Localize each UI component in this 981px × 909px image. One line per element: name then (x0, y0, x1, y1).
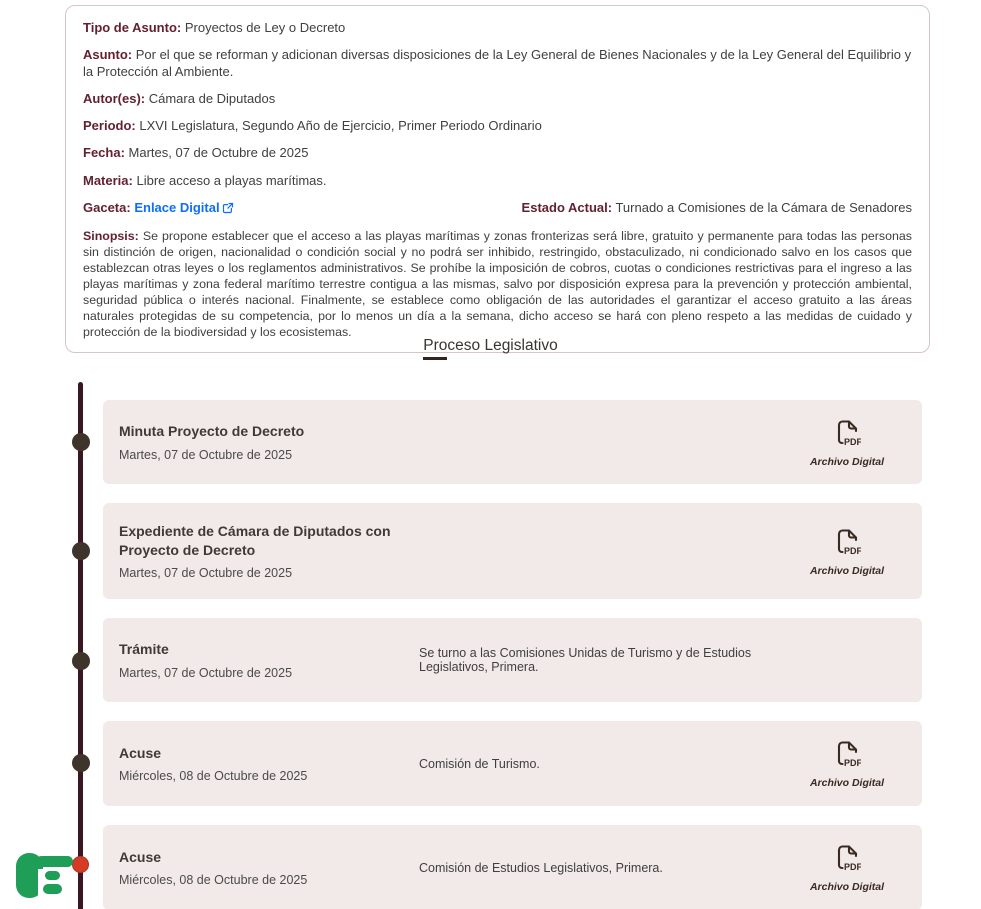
timeline-card-acuse-turismo (103, 721, 922, 806)
field-label: Fecha: (83, 145, 125, 161)
card-left (119, 640, 419, 679)
pdf-download-link[interactable] (810, 526, 884, 577)
field-estado-actual (522, 200, 912, 215)
field-value: Proyectos de Ley o Decreto (184, 20, 346, 35)
timeline-dot (72, 433, 90, 451)
field-periodo (83, 118, 912, 134)
event-date: Miércoles, 08 de Octubre de 2025 (119, 873, 308, 888)
event-date: Martes, 07 de Octubre de 2025 (119, 665, 293, 680)
field-value: Por el que se reforman y adicionan diversas disposiciones de la Ley General de Bienes Nacionales y de la Ley General del Equilibrio y la Protección al Ambiente. (83, 47, 912, 79)
timeline-line (78, 382, 83, 909)
sinopsis-text: Se propone establecer que el acceso a las playas marítimas y zonas fronterizas será libre, gratuito y permanente para todas las personas sin distinción de origen, nacionalidad o condición social y no podrá ser inhibido, restringido, obstaculizado, ni condicionado salvo en los casos que establezcan otras leyes o los reglamentos administrativos. Se prohíbe la imposición de cobros, cuotas o condiciones restrictivas para el ingreso a las playas marítimas y zona federal marítimo terrestre contigua a las mismas, salvo por disposición expresa para la prevención y protección ambiental, seguridad pública o interés nacional. Finalmente, se establece como obligación de las autoridades el garantizar el acceso gratuito a las áreas naturales protegidas de su competencia, por lo menos un día a la semana, dicho acceso se hará con pleno respeto a las medidas de cuidado y protección de la biodiversidad y los ecosistemas. (83, 228, 912, 339)
field-value: Turnado a Comisiones de la Cámara de Senadores (615, 199, 912, 215)
archivo-digital-label: Archivo Digital (809, 881, 885, 893)
timeline-dot (72, 542, 90, 560)
timeline-cards (103, 400, 922, 909)
card-left (119, 744, 419, 783)
field-fecha (83, 145, 912, 161)
card-right (772, 526, 922, 577)
archivo-digital-label: Archivo Digital (809, 564, 885, 577)
pdf-icon (833, 526, 861, 563)
event-date: Martes, 07 de Octubre de 2025 (119, 447, 293, 462)
pointing-hand-icon (14, 845, 76, 906)
field-tipo-de-asunto (83, 20, 912, 36)
field-label: Tipo de Asunto: (83, 20, 182, 35)
card-left (119, 848, 419, 887)
field-value: LXVI Legislatura, Segundo Año de Ejercicio, Primer Periodo Ordinario (139, 118, 542, 133)
card-right (772, 417, 922, 468)
field-label: Gaceta: (83, 199, 131, 215)
link-text: Enlace Digital (134, 199, 220, 215)
field-label: Asunto: (83, 47, 133, 63)
event-description: Comisión de Estudios Legislativos, Primera. (419, 860, 663, 875)
card-right (772, 738, 922, 789)
svg-text:PDF: PDF (843, 545, 861, 556)
field-autores (83, 91, 912, 107)
pdf-download-link[interactable] (810, 417, 884, 468)
event-title: Trámite (119, 641, 169, 658)
event-description: Comisión de Turismo. (419, 756, 540, 771)
field-label: Periodo: (83, 118, 136, 133)
event-description: Se turno a las Comisiones Unidas de Turismo y de Estudios Legislativos, Primera. (419, 646, 752, 674)
enlace-digital-link[interactable] (134, 200, 233, 215)
page-title: Proceso Legislativo (423, 337, 558, 354)
svg-text:PDF: PDF (843, 758, 861, 768)
event-title: Acuse (119, 848, 162, 865)
pdf-icon (833, 842, 861, 879)
svg-text:PDF: PDF (843, 862, 861, 872)
event-title: Acuse (119, 744, 162, 761)
field-value: Martes, 07 de Octubre de 2025 (128, 145, 309, 161)
timeline-card-minuta (103, 400, 922, 484)
svg-text:PDF: PDF (843, 436, 861, 447)
pdf-icon (833, 417, 861, 454)
external-link-icon (222, 202, 234, 217)
field-asunto (83, 47, 912, 80)
pdf-download-link[interactable] (810, 738, 884, 789)
field-label: Autor(es): (83, 90, 146, 106)
event-title: Minuta Proyecto de Decreto (119, 423, 305, 440)
event-date: Martes, 07 de Octubre de 2025 (119, 565, 293, 580)
field-value: Cámara de Diputados (148, 90, 276, 106)
pdf-download-link[interactable] (810, 842, 884, 893)
field-label: Sinopsis: (83, 228, 139, 243)
timeline-card-expediente (103, 503, 922, 599)
timeline-dot (72, 754, 90, 772)
asunto-info-panel (65, 5, 930, 353)
event-date: Miércoles, 08 de Octubre de 2025 (119, 769, 308, 784)
gaceta-estado-row (83, 200, 912, 217)
proceso-heading-wrap (0, 337, 981, 355)
field-sinopsis (83, 228, 912, 340)
archivo-digital-label: Archivo Digital (809, 777, 885, 789)
timeline-dot (72, 652, 90, 670)
archivo-digital-label: Archivo Digital (809, 455, 885, 468)
event-title: Expediente de Cámara de Diputados con Proyecto de Decreto (119, 523, 391, 558)
field-materia (83, 173, 912, 189)
timeline-card-tramite (103, 618, 922, 702)
timeline-card-acuse-estudios (103, 825, 922, 909)
field-label: Materia: (83, 172, 133, 188)
field-gaceta (83, 200, 234, 217)
card-right (772, 842, 922, 893)
card-left (119, 422, 419, 461)
card-left (119, 522, 419, 579)
pdf-icon (833, 738, 861, 775)
field-label: Estado Actual: (521, 199, 613, 215)
field-value: Libre acceso a playas marítimas. (136, 172, 327, 188)
